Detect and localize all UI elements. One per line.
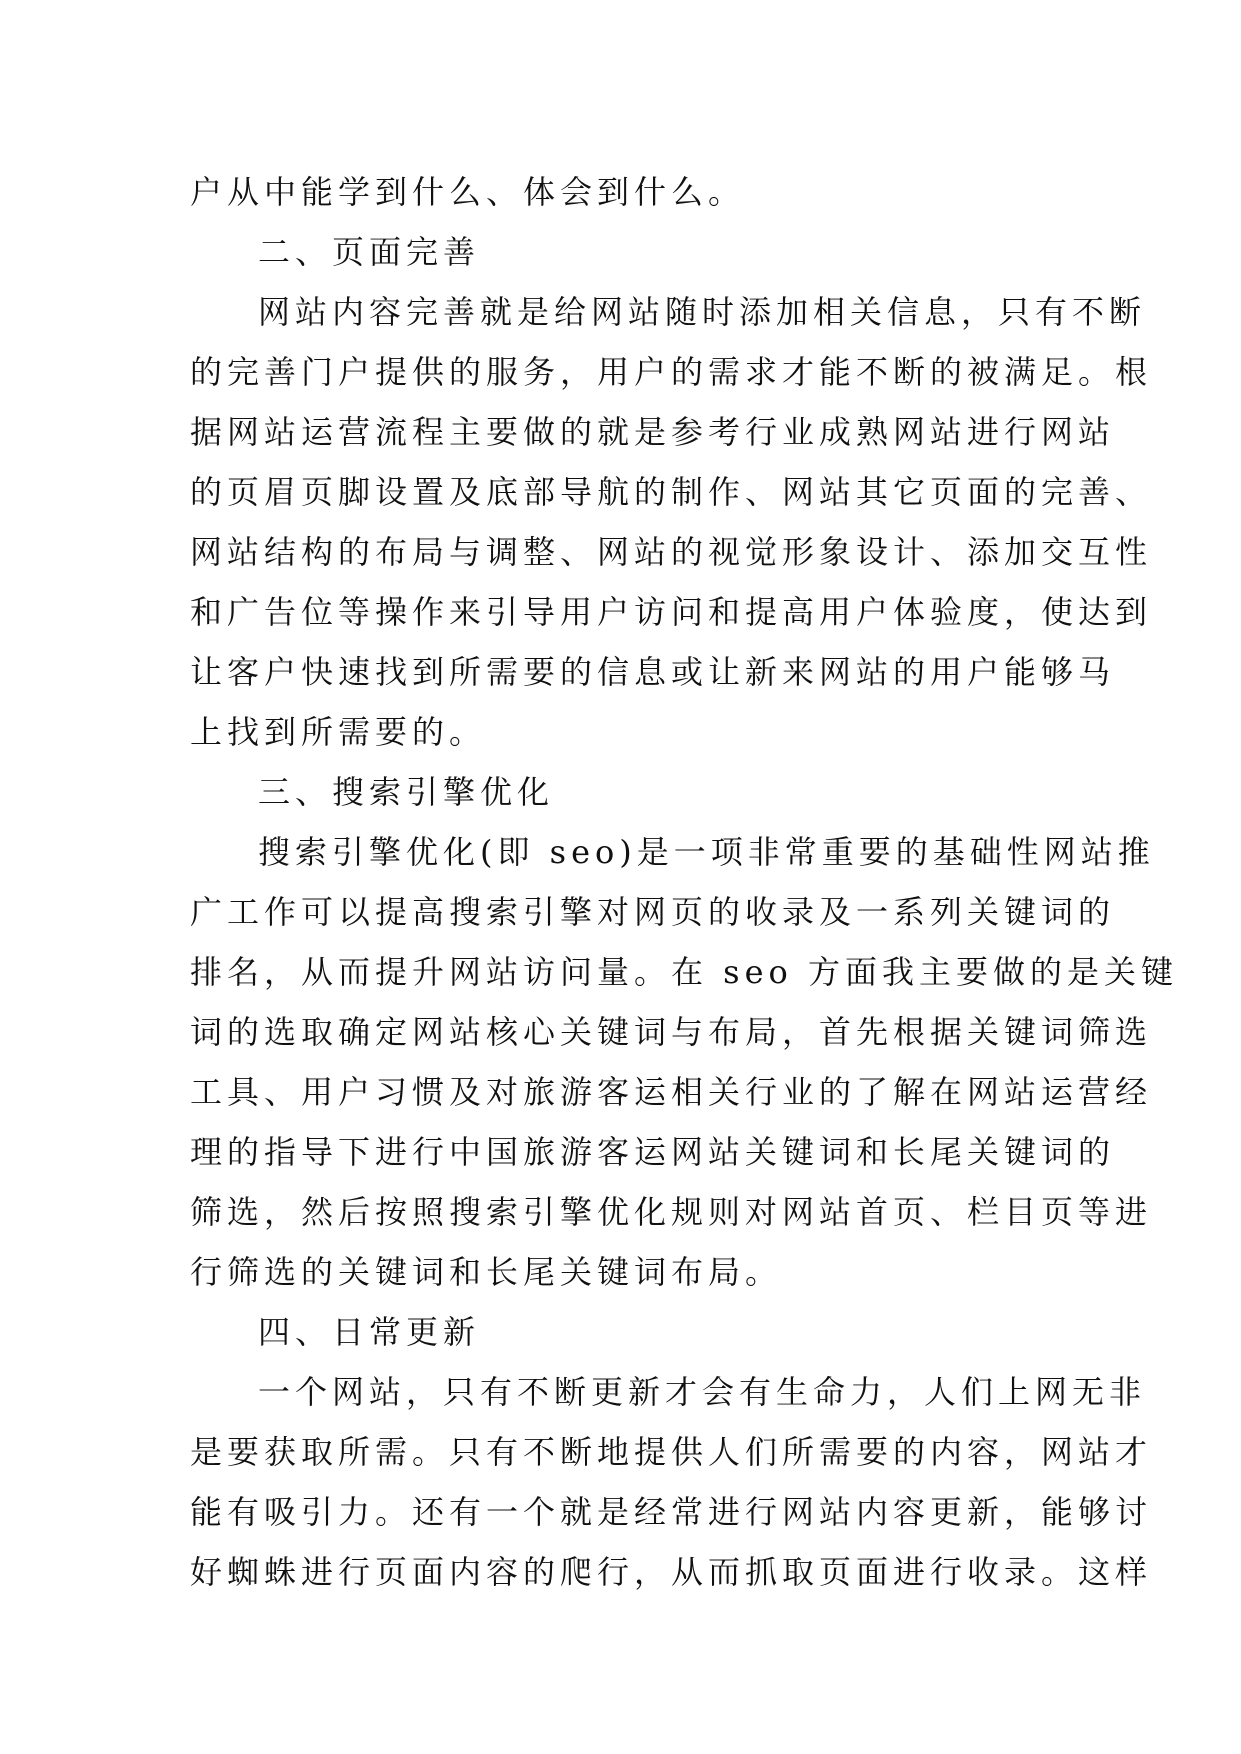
section-heading-daily-update: 四、日常更新 bbox=[258, 1313, 481, 1351]
paragraph-line: 筛选，然后按照搜索引擎优化规则对网站首页、栏目页等进 bbox=[190, 1193, 1153, 1231]
paragraph-line: 工具、用户习惯及对旅游客运相关行业的了解在网站运营经 bbox=[190, 1073, 1153, 1111]
paragraph-line: 让客户快速找到所需要的信息或让新来网站的用户能够马 bbox=[190, 653, 1116, 691]
paragraph-line: 的页眉页脚设置及底部导航的制作、网站其它页面的完善、 bbox=[190, 473, 1153, 511]
paragraph-line: 是要获取所需。只有不断地提供人们所需要的内容，网站才 bbox=[190, 1433, 1153, 1471]
section-heading-page-improvement: 二、页面完善 bbox=[258, 233, 481, 271]
paragraph-line: 词的选取确定网站核心关键词与布局，首先根据关键词筛选 bbox=[190, 1013, 1153, 1051]
paragraph-line: 网站结构的布局与调整、网站的视觉形象设计、添加交互性 bbox=[190, 533, 1153, 571]
paragraph-line: 据网站运营流程主要做的就是参考行业成熟网站进行网站 bbox=[190, 413, 1116, 451]
paragraph-line: 搜索引擎优化(即 seo)是一项非常重要的基础性网站推 bbox=[258, 833, 1155, 871]
paragraph-line: 网站内容完善就是给网站随时添加相关信息，只有不断 bbox=[258, 293, 1147, 331]
paragraph-line: 的完善门户提供的服务，用户的需求才能不断的被满足。根 bbox=[190, 353, 1153, 391]
paragraph-line: 理的指导下进行中国旅游客运网站关键词和长尾关键词的 bbox=[190, 1133, 1116, 1171]
paragraph-line: 一个网站，只有不断更新才会有生命力，人们上网无非 bbox=[258, 1373, 1147, 1411]
paragraph-line: 排名，从而提升网站访问量。在 seo 方面我主要做的是关键 bbox=[190, 953, 1178, 991]
paragraph-line: 上找到所需要的。 bbox=[190, 713, 487, 751]
body-text bbox=[190, 162, 1178, 1602]
paragraph-line: 广工作可以提高搜索引擎对网页的收录及一系列关键词的 bbox=[190, 893, 1116, 931]
section-heading-seo: 三、搜索引擎优化 bbox=[258, 773, 555, 811]
paragraph-line: 户从中能学到什么、体会到什么。 bbox=[190, 173, 746, 211]
paragraph-line: 和广告位等操作来引导用户访问和提高用户体验度，使达到 bbox=[190, 593, 1153, 631]
paragraph-line: 好蜘蛛进行页面内容的爬行，从而抓取页面进行收录。这样 bbox=[190, 1553, 1153, 1591]
paragraph-line: 行筛选的关键词和长尾关键词布局。 bbox=[190, 1253, 783, 1291]
paragraph-line: 能有吸引力。还有一个就是经常进行网站内容更新，能够讨 bbox=[190, 1493, 1153, 1531]
